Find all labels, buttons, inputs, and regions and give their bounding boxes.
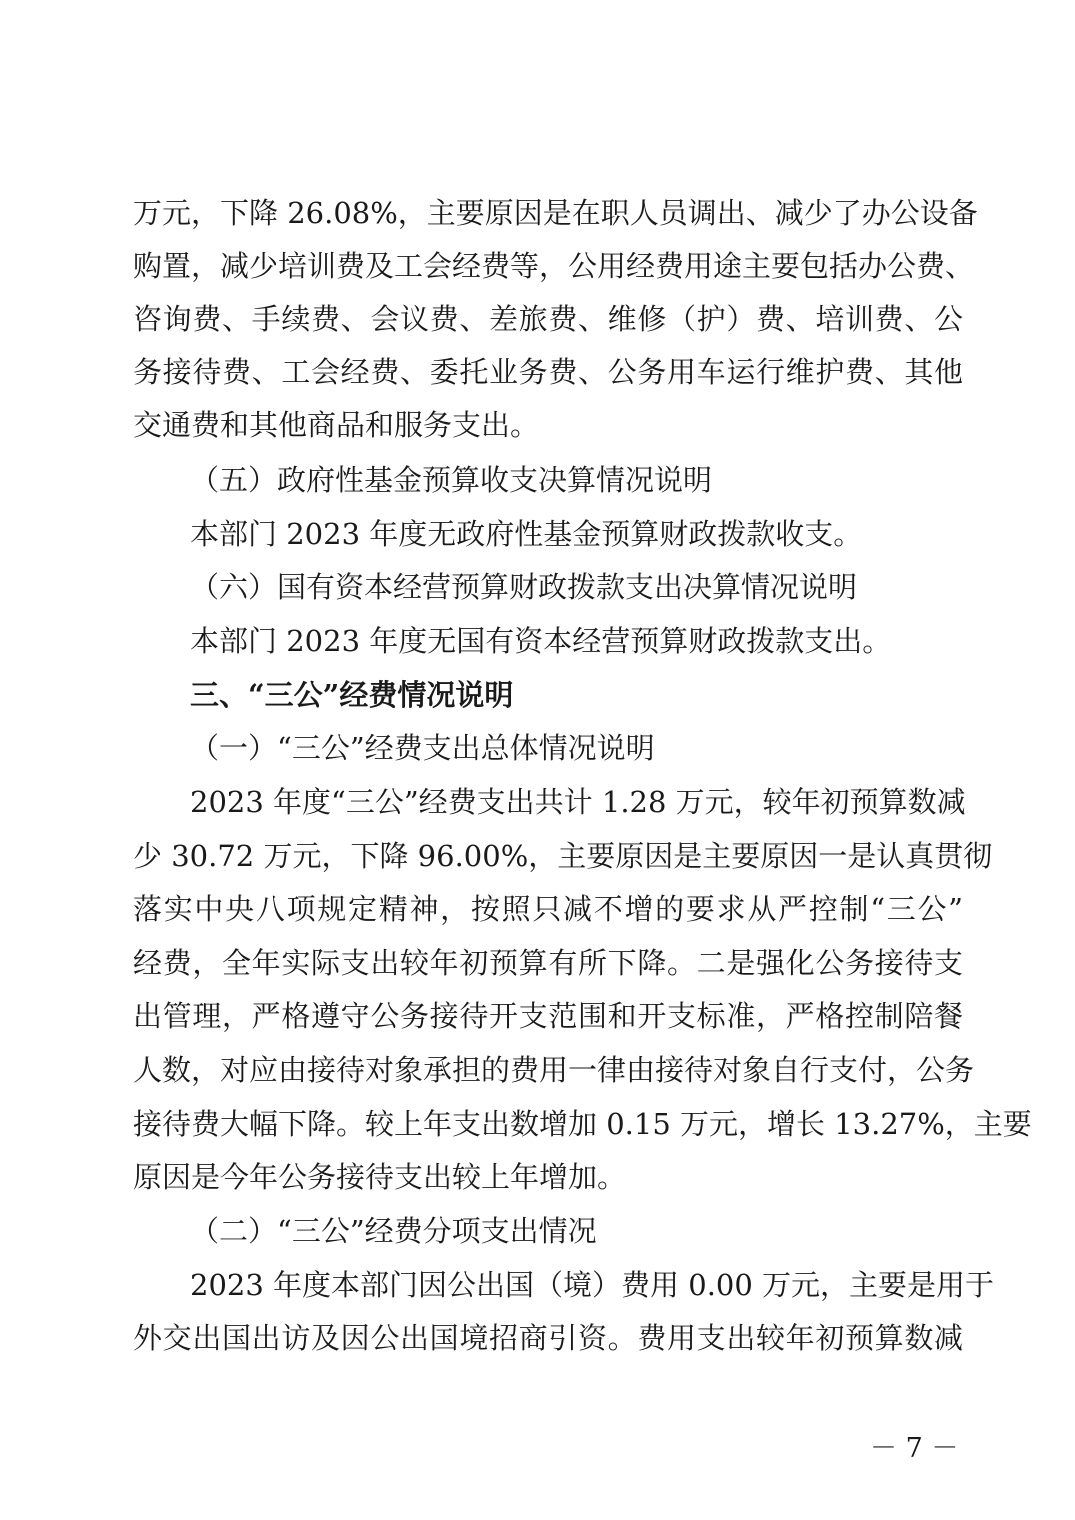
body-text-line: 人数，对应由接待对象承担的费用一律由接待对象自行支付，公务 bbox=[133, 1053, 975, 1087]
body-text-line: 原因是今年公务接待支出较上年增加。 bbox=[133, 1160, 627, 1194]
section-heading-two: （二）“三公”经费分项支出情况 bbox=[190, 1214, 597, 1248]
chapter-heading-three: 三、“三公”经费情况说明 bbox=[190, 678, 514, 712]
body-text-line: 接待费大幅下降。较上年支出数增加 0.15 万元，增长 13.27%，主要 bbox=[133, 1107, 1032, 1141]
body-text-line: 本部门 2023 年度无政府性基金预算财政拨款收支。 bbox=[190, 517, 863, 551]
body-text-line: 出管理，严格遵守公务接待开支范围和开支标准，严格控制陪餐 bbox=[133, 999, 963, 1033]
body-text-line: 外交出国出访及因公出国境招商引资。费用支出较年初预算数减 bbox=[133, 1321, 963, 1355]
body-text-line: 经费，全年实际支出较年初预算有所下降。二是强化公务接待支 bbox=[133, 946, 963, 980]
section-heading-five: （五）政府性基金预算收支决算情况说明 bbox=[190, 463, 713, 497]
body-text-line: 落实中央八项规定精神，按照只减不增的要求从严控制“三公” bbox=[133, 892, 963, 926]
section-heading-one: （一）“三公”经费支出总体情况说明 bbox=[190, 731, 655, 765]
body-text-line: 万元，下降 26.08%，主要原因是在职人员调出、减少了办公设备 bbox=[133, 196, 978, 230]
body-text-line: 务接待费、工会经费、委托业务费、公务用车运行维护费、其他 bbox=[133, 355, 963, 389]
body-text-line: 购置，减少培训费及工会经费等，公用经费用途主要包括办公费、 bbox=[133, 249, 975, 283]
section-heading-six: （六）国有资本经营预算财政拨款支出决算情况说明 bbox=[190, 570, 858, 604]
body-text-line: 交通费和其他商品和服务支出。 bbox=[133, 408, 540, 442]
body-text-line: 2023 年度本部门因公出国（境）费用 0.00 万元，主要是用于 bbox=[190, 1268, 995, 1302]
body-text-line: 本部门 2023 年度无国有资本经营预算财政拨款支出。 bbox=[190, 624, 892, 658]
body-text-line: 咨询费、手续费、会议费、差旅费、维修（护）费、培训费、公 bbox=[133, 302, 963, 336]
body-text-line: 少 30.72 万元，下降 96.00%，主要原因是主要原因一是认真贯彻 bbox=[133, 839, 993, 873]
body-text-line: 2023 年度“三公”经费支出共计 1.28 万元，较年初预算数减 bbox=[190, 785, 966, 819]
page-number: － 7 － bbox=[870, 1433, 959, 1464]
